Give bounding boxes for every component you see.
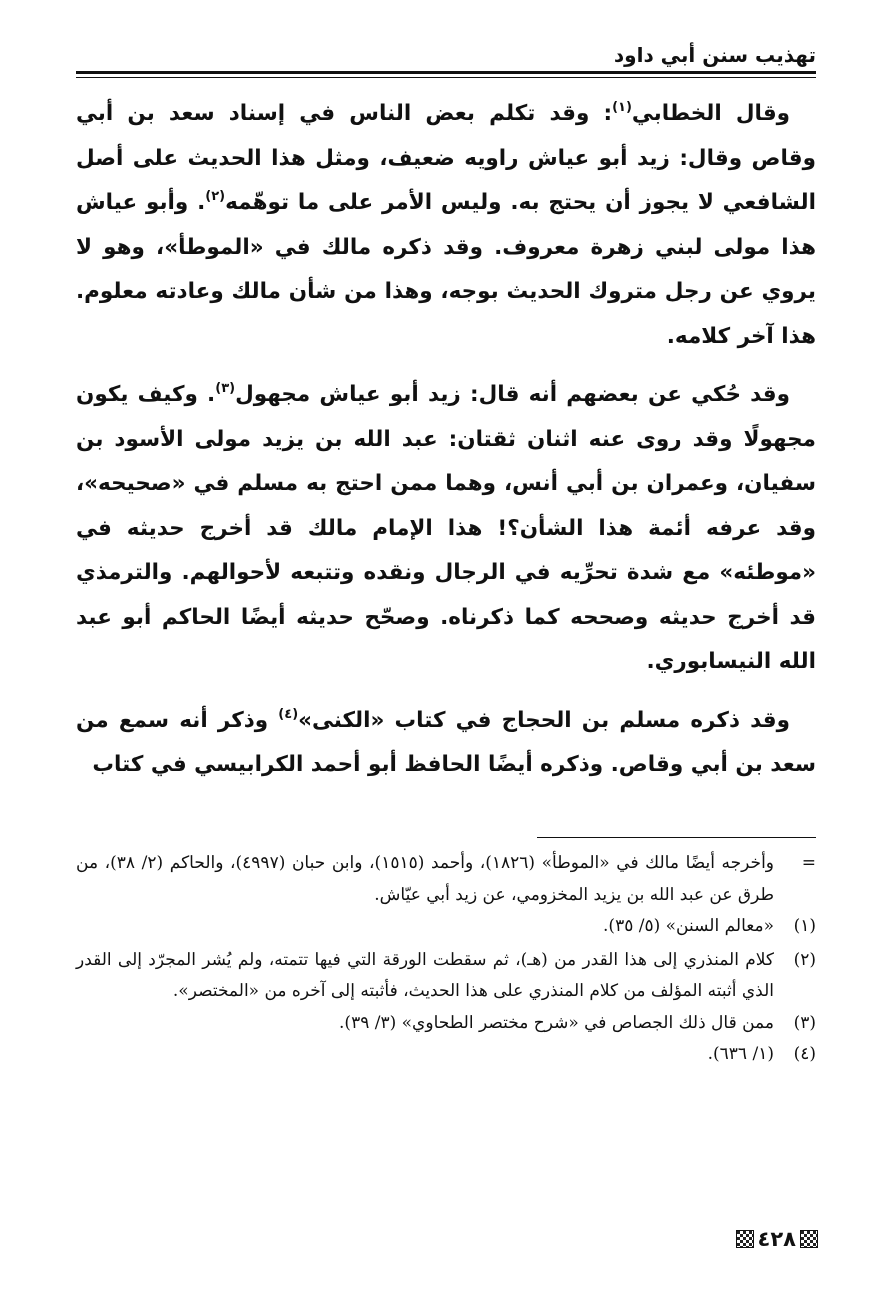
text-run: : وقد تكلم بعض الناس في إسناد سعد بن أبي وقاص وقال: زيد أبو عياش راويه ضعيف، ومثل هذا الحديث على أصل الشافعي لا يجوز أن يحتج به. وليس الأمر على ما توهّمه	[76, 101, 816, 215]
paragraph	[76, 92, 816, 359]
footnotes	[76, 848, 816, 1071]
footnote	[76, 1039, 816, 1071]
text-run: وقد حُكي عن بعضهم أنه قال: زيد أبو عياش مجهول	[235, 382, 790, 407]
footnote-text: «معالم السنن» (٥/ ٣٥).	[603, 916, 774, 936]
footnote-text: ممن قال ذلك الجصاص في «شرح مختصر الطحاوي» (٣/ ٣٩).	[339, 1012, 774, 1033]
footnote-ref[interactable]: (٤)	[278, 706, 299, 722]
header-rule-thin	[76, 77, 816, 78]
footnote	[76, 911, 816, 943]
running-header	[76, 40, 816, 70]
footnote-number: (٣)	[793, 1012, 816, 1033]
paragraph	[76, 373, 816, 685]
ornament-icon	[736, 1230, 754, 1248]
footnote	[76, 945, 816, 1008]
footnote-text: وأخرجه أيضًا مالك في «الموطأ» (١٨٢٦)، وأحمد (١٥١٥)، وابن حبان (٤٩٩٧)، والحاكم (٢/ ٣٨)، من طرق عن عبد الله بن يزيد المخزومي، عن زيد أبي عيّاش.	[76, 853, 774, 905]
ornament-icon	[800, 1230, 818, 1248]
footnote-ref[interactable]: (٢)	[205, 189, 226, 204]
page-number: ٤٢٨	[757, 1227, 796, 1251]
page-footer	[700, 1226, 818, 1252]
main-text	[76, 92, 816, 788]
text-run: وقال الخطابي	[631, 101, 791, 126]
text-run: . وأبو عياش هذا مولى لبني زهرة معروف. وقد ذكره مالك في «الموطأ»، وهو لا يروي عن رجل متروك الحديث بوجه، وهذا من شأن مالك وعادته معلوم. هذا آخر كلامه.	[76, 190, 816, 349]
footnote	[76, 1008, 816, 1040]
footnote-text: كلام المنذري إلى هذا القدر من (هـ)، ثم سقطت الورقة التي فيها تتمته، ولم يُشر المجرّد إلى القدر الذي أثبته المؤلف من كلام المنذري على هذا الحديث، فأثبته إلى آخره من «المختصر».	[76, 949, 774, 1001]
text-run: وقد ذكره مسلم بن الحجاج في كتاب «الكنى»	[298, 707, 790, 733]
paragraph	[76, 699, 816, 788]
footnote-number: (١)	[793, 916, 816, 936]
footnote-ref[interactable]: (١)	[612, 100, 632, 115]
footnote-ref[interactable]: (٣)	[215, 381, 236, 396]
text-run: . وكيف يكون مجهولًا وقد روى عنه اثنان ثقتان: عبد الله بن يزيد مولى الأسود بن سفيان، وعمران بن أبي أنس، وهما ممن احتج به مسلم في «صحيحه»، وقد عرفه أئمة هذا الشأن؟! هذا الإمام مالك قد أخرج حديثه في «موطئه» مع شدة تحرِّيه في الرجال ونقده وتتبعه لأحوالهم. والترمذي قد أخرج حديثه وصححه كما ذكرناه. وصحّح حديثه أيضًا الحاكم أبو عبد الله النيسابوري.	[76, 382, 816, 674]
header-rule	[76, 71, 816, 74]
text-run: وذكر أنه سمع من سعد بن أبي وقاص. وذكره أيضًا الحافظ أبو أحمد الكرابيسي في كتاب	[76, 707, 816, 777]
footnote-number: (٢)	[793, 949, 816, 970]
header-title: تهذيب سنن أبي داود	[613, 43, 816, 67]
footnote	[76, 848, 816, 911]
footnote-number: (٤)	[793, 1044, 816, 1064]
footnote-number: =	[801, 853, 816, 873]
footnote-separator	[537, 837, 816, 838]
footnote-text: (١/ ٦٣٦).	[707, 1044, 774, 1064]
